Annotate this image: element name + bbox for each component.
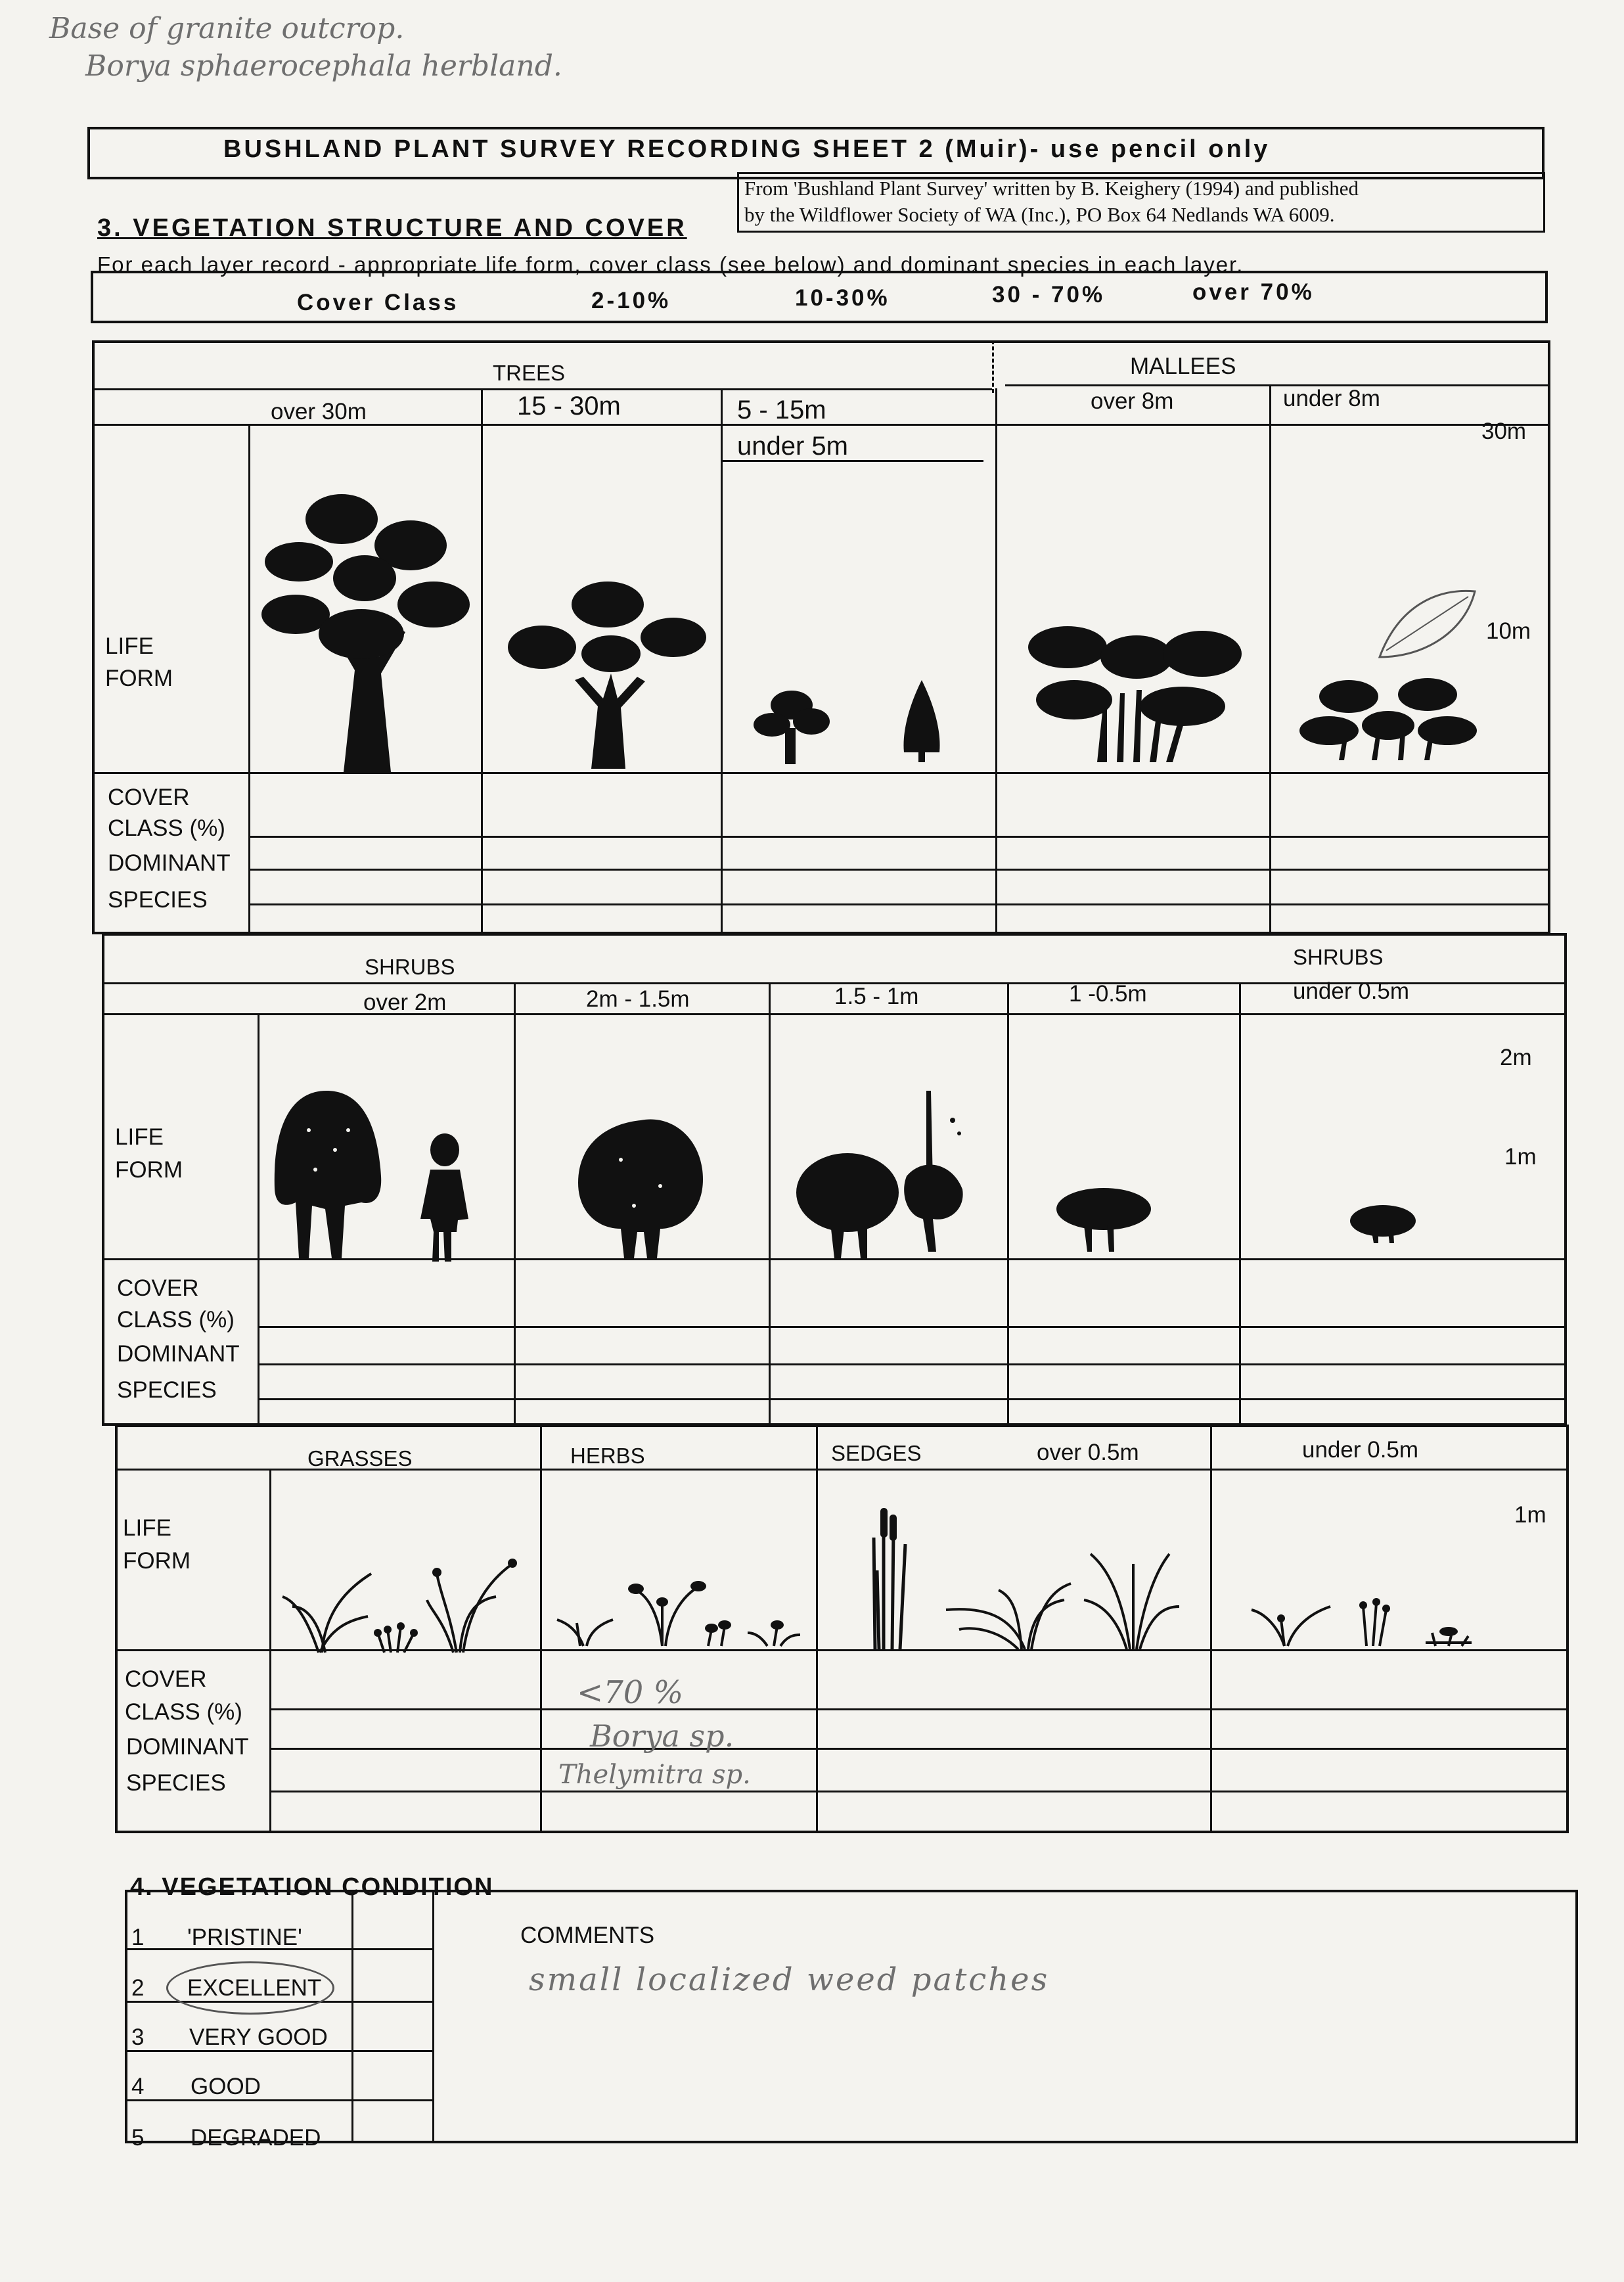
- instruction-text: For each layer record - appropriate life form, cover class (see below) and dominant species in each layer.: [97, 252, 1244, 277]
- site-note-2: Borya sphaerocephala herbland.: [85, 49, 562, 83]
- tall-mallee-icon: [1025, 621, 1248, 762]
- credit-line-1: From 'Bushland Plant Survey' written by B. Keighery (1994) and published: [744, 177, 1359, 200]
- cover-class-3: 30 - 70%: [992, 282, 1106, 308]
- trees-class-label: CLASS (%): [108, 815, 225, 841]
- condition-row-1-label: 'PRISTINE': [187, 1925, 302, 1950]
- condition-row-5-label: DEGRADED: [191, 2125, 321, 2151]
- trees-5-15m: 5 - 15m: [737, 396, 826, 424]
- trees-cover-label: COVER: [108, 785, 190, 810]
- trees-form-label: FORM: [105, 666, 173, 691]
- height-marker-1m-ground: 1m: [1514, 1502, 1546, 1528]
- leaf-sketch-icon: [1373, 585, 1478, 664]
- medium-tree-icon: [506, 582, 710, 769]
- low-herb-icon: [1245, 1574, 1508, 1649]
- ground-class-label: CLASS (%): [125, 1699, 242, 1725]
- condition-row-2-num: 2: [131, 1975, 145, 2001]
- sedges-over-0.5m: over 0.5m: [1037, 1440, 1139, 1465]
- mallees-heading: MALLEES: [1130, 354, 1236, 379]
- condition-row-1-num: 1: [131, 1925, 145, 1950]
- ground-form-label: FORM: [123, 1548, 191, 1574]
- ground-dominant-label: DOMINANT: [126, 1734, 249, 1760]
- round-shrub-icon: [575, 1114, 706, 1258]
- herb-cluster-icon: [551, 1557, 807, 1649]
- mid-shrub-icon: [792, 1084, 976, 1258]
- comments-label: COMMENTS: [520, 1923, 655, 1948]
- shrubs-1-0.5m: 1 -0.5m: [1069, 981, 1147, 1007]
- cover-class-1: 2-10%: [591, 288, 671, 313]
- condition-row-4-num: 4: [131, 2074, 145, 2099]
- credit-line-2: by the Wildflower Society of WA (Inc.), PO Box 64 Nedlands WA 6009.: [744, 203, 1335, 226]
- shrubs-dominant-label: DOMINANT: [117, 1341, 240, 1367]
- condition-row-3-num: 3: [131, 2024, 145, 2050]
- height-marker-2m: 2m: [1500, 1045, 1532, 1070]
- selected-condition-circle: [166, 1961, 334, 2015]
- sedges-under-0.5m: under 0.5m: [1302, 1437, 1419, 1463]
- ground-species-label: SPECIES: [126, 1770, 226, 1796]
- tall-shrub-icon: [269, 1091, 384, 1262]
- small-shrub-icon: [1051, 1183, 1153, 1252]
- ground-cover-label: COVER: [125, 1666, 207, 1692]
- condition-row-3-label: VERY GOOD: [189, 2024, 328, 2050]
- height-marker-10m: 10m: [1486, 618, 1531, 644]
- tiny-shrub-icon: [1349, 1202, 1418, 1243]
- condition-table: [125, 1890, 1578, 2143]
- herb-species-entry-2: Thelymitra sp.: [558, 1760, 751, 1790]
- section-4-heading: 4. VEGETATION CONDITION: [130, 1873, 494, 1901]
- shrubs-2-1.5m: 2m - 1.5m: [586, 986, 690, 1012]
- trees-dominant-label: DOMINANT: [108, 850, 231, 876]
- cover-class-2: 10-30%: [795, 285, 890, 311]
- condition-row-5-num: 5: [131, 2125, 145, 2151]
- conifer-tree-icon: [899, 680, 945, 762]
- site-note-1: Base of granite outcrop.: [49, 12, 405, 45]
- shrubs-1.5-1m: 1.5 - 1m: [834, 984, 919, 1009]
- trees-species-label: SPECIES: [108, 887, 208, 913]
- condition-row-2-label: EXCELLENT: [187, 1975, 322, 2001]
- sedges-heading: SEDGES: [831, 1441, 922, 1465]
- ground-life-label: LIFE: [123, 1515, 171, 1541]
- cover-class-label: Cover Class: [297, 290, 459, 315]
- grasses-heading: GRASSES: [307, 1446, 413, 1471]
- trees-15-30m: 15 - 30m: [517, 392, 621, 421]
- condition-row-4-label: GOOD: [191, 2074, 261, 2099]
- shrubs-cover-label: COVER: [117, 1275, 199, 1301]
- mallees-under-8m: under 8m: [1283, 386, 1380, 411]
- person-scale-icon: [417, 1133, 473, 1262]
- shrubs-over-2m: over 2m: [363, 990, 447, 1015]
- sheet-title: BUSHLAND PLANT SURVEY RECORDING SHEET 2 (Muir)- use pencil only: [223, 135, 1271, 163]
- trees-under-5m: under 5m: [737, 432, 848, 461]
- height-marker-1m: 1m: [1504, 1144, 1537, 1170]
- small-tree-icon: [752, 689, 831, 764]
- section-3-heading: 3. VEGETATION STRUCTURE AND COVER: [97, 214, 687, 242]
- trees-over-30m: over 30m: [271, 399, 367, 424]
- tall-tree-icon: [259, 493, 476, 772]
- short-mallee-icon: [1299, 678, 1483, 760]
- mallees-over-8m: over 8m: [1091, 388, 1174, 414]
- shrubs-class-label: CLASS (%): [117, 1307, 235, 1333]
- shrubs-life-label: LIFE: [115, 1124, 164, 1150]
- shrubs-heading-left: SHRUBS: [365, 955, 455, 979]
- herbs-heading: HERBS: [570, 1444, 645, 1468]
- shrubs-species-label: SPECIES: [117, 1377, 217, 1403]
- grass-tuft-icon: [279, 1534, 529, 1656]
- herb-species-entry-1: Borya sp.: [590, 1718, 734, 1754]
- height-marker-30m: 30m: [1481, 419, 1527, 444]
- shrubs-form-label: FORM: [115, 1157, 183, 1183]
- herb-cover-entry: <70 %: [577, 1674, 684, 1711]
- trees-life-label: LIFE: [105, 633, 154, 659]
- trees-heading: TREES: [493, 361, 566, 385]
- comments-entry: small localized weed patches: [529, 1961, 1050, 1998]
- shrubs-heading-right: SHRUBS: [1293, 945, 1384, 969]
- shrubs-under-0.5m: under 0.5m: [1293, 978, 1410, 1004]
- sedge-rush-icon: [861, 1492, 1202, 1653]
- cover-class-4: over 70%: [1192, 279, 1315, 305]
